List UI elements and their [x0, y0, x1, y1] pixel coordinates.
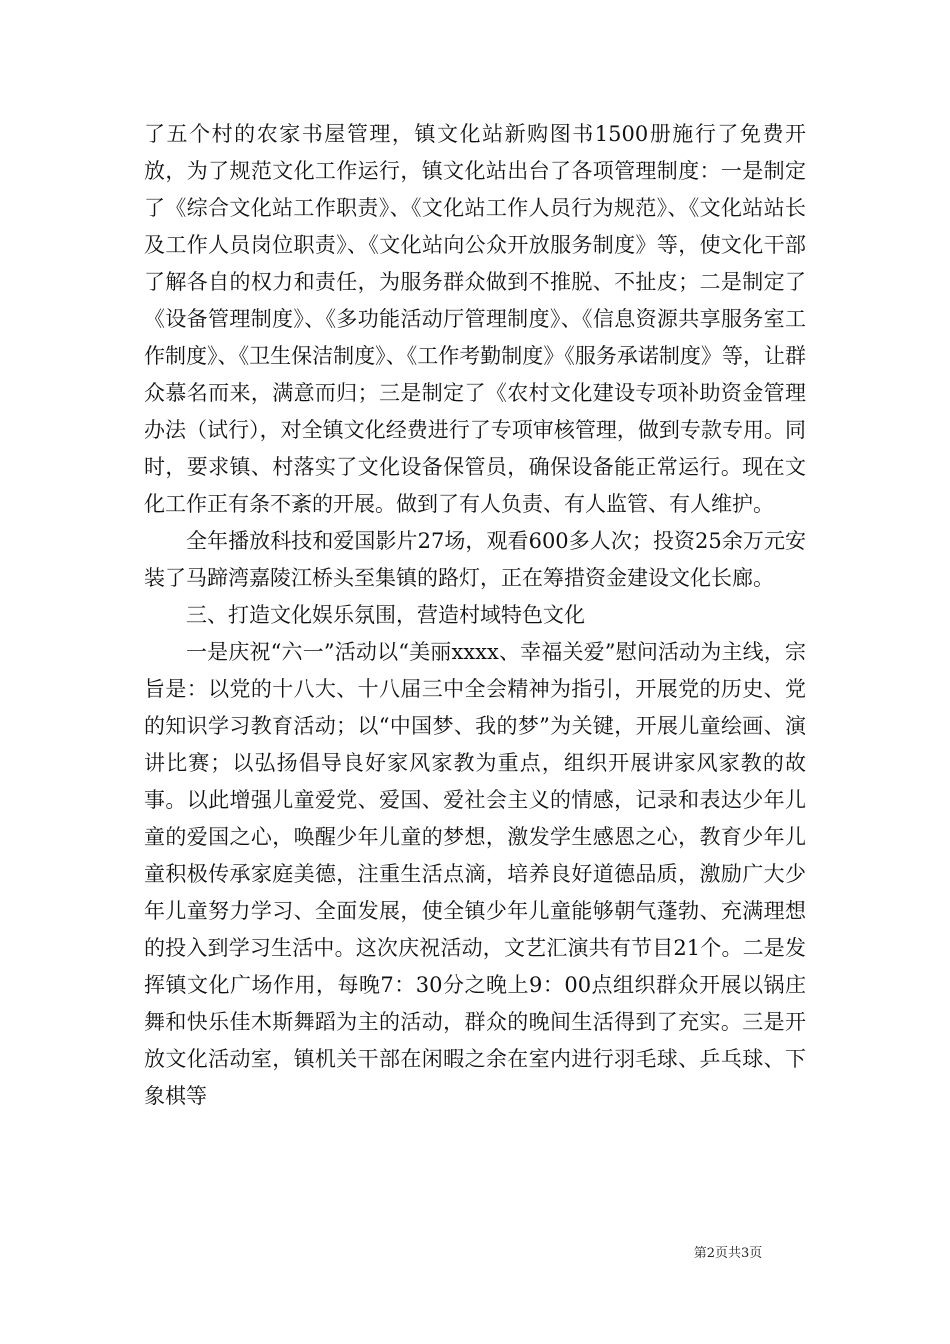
document-body: [144, 116, 806, 1115]
paragraph-films-streetlights: 全年播放科技和爱国影片27场，观看600多人次；投资25余万元安装了马蹄湾嘉陵江桥头至集镇的路灯，正在筹措资金建设文化长廊。: [144, 529, 806, 590]
page-number-footer: [0, 1242, 950, 1261]
paragraph-management-system: 了五个村的农家书屋管理，镇文化站新购图书1500册施行了免费开放，为了规范文化工作运行，镇文化站出台了各项管理制度：一是制定了《综合文化站工作职责》、《文化站工作人员行为规范》、《文化站站长及工作人员岗位职责》、《文化站向公众开放服务制度》等，使文化干部了解各自的权力和责任，为服务群众做到不推脱、不扯皮；二是制定了《设备管理制度》、《多功能活动厅管理制度》、《信息资源共享服务室工作制度》、《卫生保洁制度》、《工作考勤制度》《服务承诺制度》等，让群众慕名而来，满意而归；三是制定了《农村文化建设专项补助资金管理办法（试行），对全镇文化经费进行了专项审核管理，做到专款专用。同时，要求镇、村落实了文化设备保管员，确保设备能正常运行。现在文化工作正有条不紊的开展。做到了有人负责、有人监管、有人维护。: [144, 122, 806, 516]
paragraph-activities: 一是庆祝“六一”活动以“美丽xxxx、幸福关爱”慰问活动为主线，宗旨是：以党的十八大、十八届三中全会精神为指引，开展党的历史、党的知识学习教育活动；以“中国梦、我的梦”为关键，开展儿童绘画、演讲比赛；以弘扬倡导良好家风家教为重点，组织开展讲家风家教的故事。以此增强儿童爱党、爱国、爱社会主义的情感，记录和表达少年儿童的爱国之心，唤醒少年儿童的梦想，激发学生感恩之心，教育少年儿童积极传承家庭美德，注重生活点滴，培养良好道德品质，激励广大少年儿童努力学习、全面发展，使全镇少年儿童能够朝气蓬勃、充满理想的投入到学习生活中。这次庆祝活动，文艺汇演共有节目21个。二是发挥镇文化广场作用，每晚7：30分之晚上9：00点组织群众开展以锅庄舞和快乐佳木斯舞蹈为主的活动，群众的晚间生活得到了充实。三是开放文化活动室，镇机关干部在闲暇之余在室内进行羽毛球、乒乓球、下象棋等: [144, 640, 806, 1108]
page-number: 第2页共3页: [693, 1246, 763, 1261]
section-heading-three: 三、打造文化娱乐氛围，营造村域特色文化: [186, 603, 585, 627]
